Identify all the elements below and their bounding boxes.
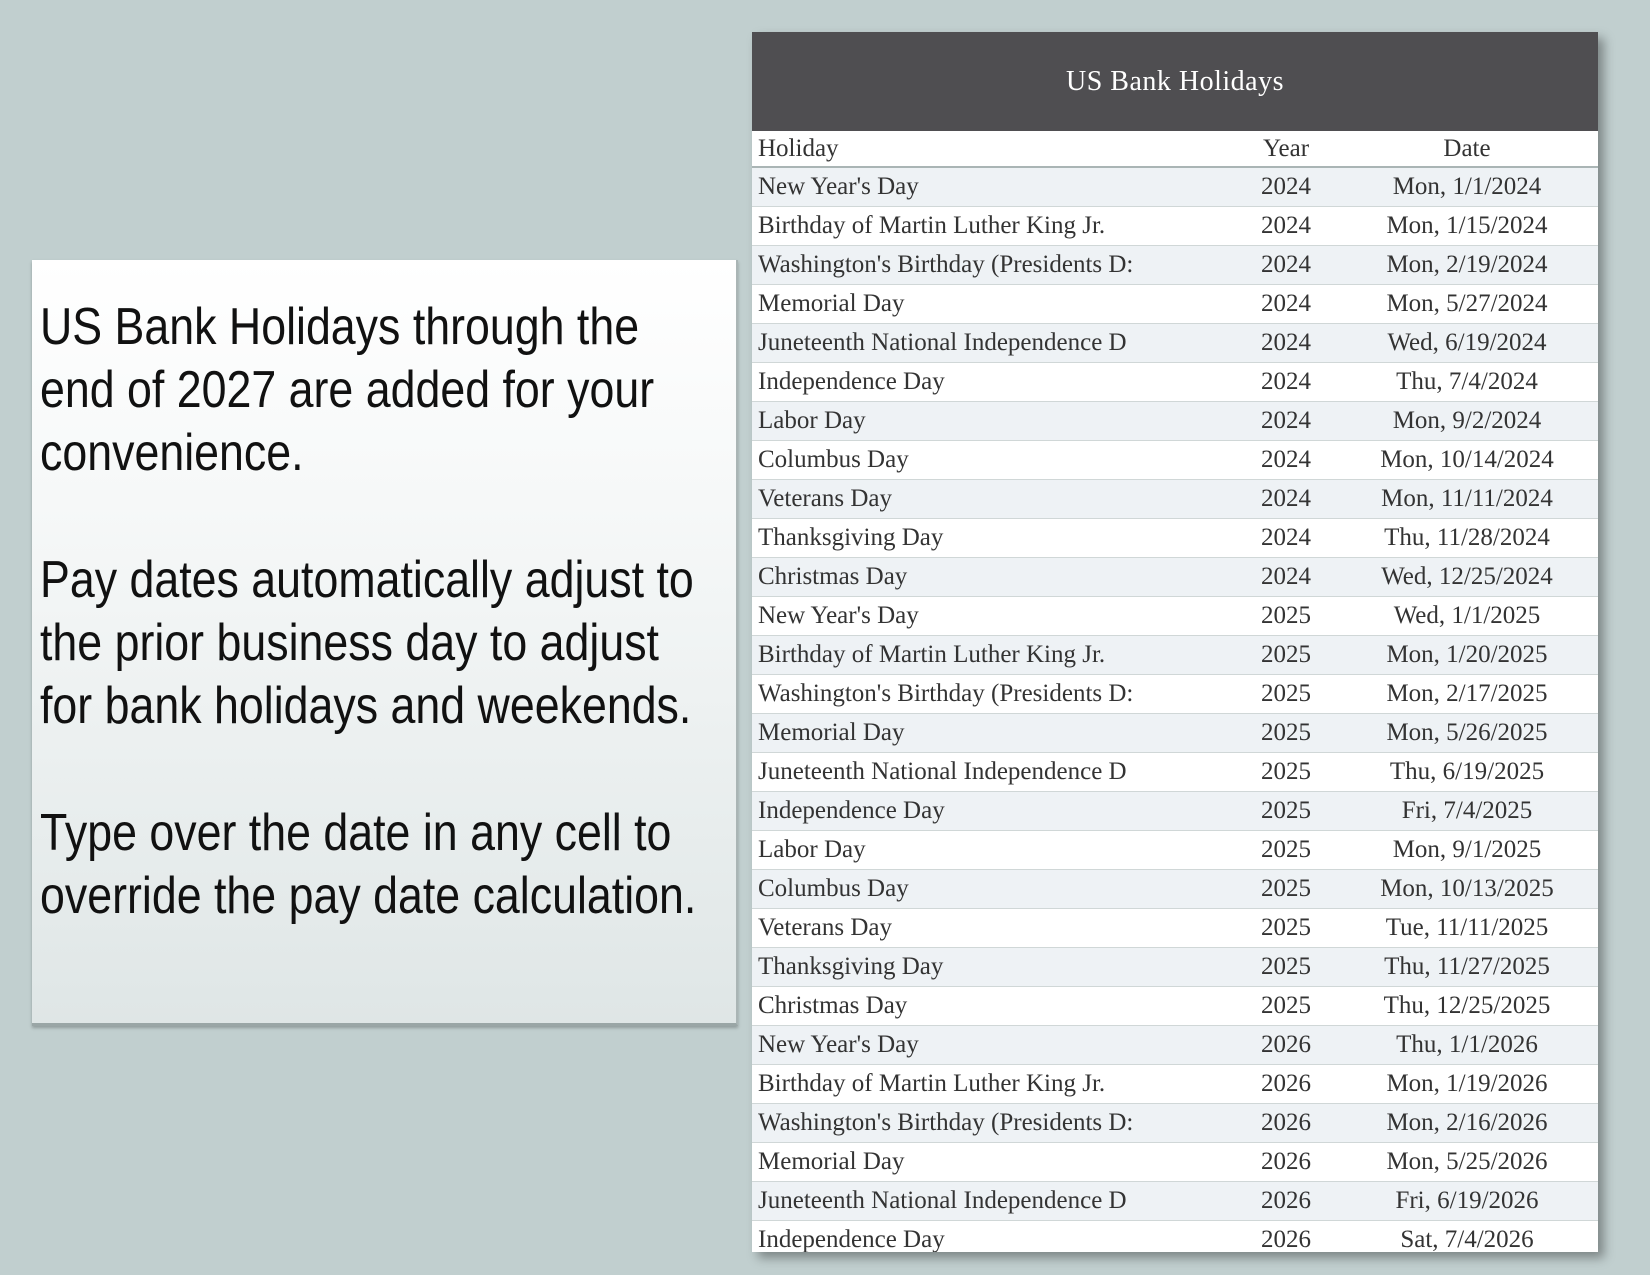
cell-holiday[interactable]: Veterans Day <box>758 914 892 941</box>
table-row <box>752 1182 1598 1221</box>
cell-date[interactable]: Mon, 1/19/2026 <box>1386 1070 1548 1097</box>
cell-year[interactable]: 2025 <box>1261 914 1311 941</box>
table-row <box>752 909 1598 948</box>
cell-holiday[interactable]: Christmas Day <box>758 992 908 1019</box>
table-row <box>752 1221 1598 1252</box>
cell-year[interactable]: 2024 <box>1261 563 1311 590</box>
cell-year[interactable]: 2024 <box>1261 329 1311 356</box>
table-header-row <box>752 131 1598 168</box>
cell-year[interactable]: 2026 <box>1261 1148 1311 1175</box>
cell-holiday[interactable]: Juneteenth National Independence D <box>758 329 1127 356</box>
cell-date[interactable]: Mon, 9/1/2025 <box>1392 836 1542 863</box>
column-header-date: Date <box>1443 134 1491 162</box>
cell-date[interactable]: Mon, 2/19/2024 <box>1386 251 1548 278</box>
cell-year[interactable]: 2026 <box>1261 1109 1311 1136</box>
cell-holiday[interactable]: Labor Day <box>758 407 866 434</box>
cell-date[interactable]: Fri, 6/19/2026 <box>1395 1187 1539 1214</box>
cell-holiday[interactable]: Memorial Day <box>758 290 905 317</box>
cell-date[interactable]: Mon, 2/17/2025 <box>1386 680 1548 707</box>
table-row <box>752 870 1598 909</box>
cell-holiday[interactable]: Columbus Day <box>758 446 909 473</box>
table-row <box>752 402 1598 441</box>
cell-year[interactable]: 2024 <box>1261 173 1311 200</box>
cell-year[interactable]: 2025 <box>1261 602 1311 629</box>
cell-date[interactable]: Mon, 10/14/2024 <box>1380 446 1554 473</box>
cell-year[interactable]: 2024 <box>1261 251 1311 278</box>
cell-holiday[interactable]: New Year's Day <box>758 1031 919 1058</box>
cell-year[interactable]: 2024 <box>1261 446 1311 473</box>
cell-holiday[interactable]: Birthday of Martin Luther King Jr. <box>758 212 1106 239</box>
cell-holiday[interactable]: Veterans Day <box>758 485 892 512</box>
cell-holiday[interactable]: New Year's Day <box>758 173 919 200</box>
cell-year[interactable]: 2026 <box>1261 1070 1311 1097</box>
cell-holiday[interactable]: New Year's Day <box>758 602 919 629</box>
column-header-holiday: Holiday <box>758 134 839 162</box>
cell-date[interactable]: Mon, 10/13/2025 <box>1380 875 1554 902</box>
table-row <box>752 714 1598 753</box>
cell-year[interactable]: 2026 <box>1261 1226 1311 1252</box>
cell-date[interactable]: Thu, 6/19/2025 <box>1389 758 1545 785</box>
cell-date[interactable]: Mon, 5/26/2025 <box>1386 719 1548 746</box>
info-paragraph-paydates: Pay dates automatically adjust to the prior business day to adjust for bank holidays and weekends. <box>40 551 694 735</box>
cell-holiday[interactable]: Juneteenth National Independence D <box>758 1187 1127 1214</box>
cell-year[interactable]: 2026 <box>1261 1187 1311 1214</box>
cell-holiday[interactable]: Thanksgiving Day <box>758 524 944 551</box>
cell-date[interactable]: Thu, 7/4/2024 <box>1396 368 1538 395</box>
table-row <box>752 1143 1598 1182</box>
cell-date[interactable]: Wed, 6/19/2024 <box>1387 329 1547 356</box>
cell-holiday[interactable]: Independence Day <box>758 797 945 824</box>
cell-holiday[interactable]: Christmas Day <box>758 563 908 590</box>
cell-year[interactable]: 2024 <box>1261 368 1311 395</box>
cell-date[interactable]: Mon, 11/11/2024 <box>1381 485 1553 512</box>
cell-holiday[interactable]: Thanksgiving Day <box>758 953 944 980</box>
cell-year[interactable]: 2025 <box>1261 836 1311 863</box>
table-row <box>752 441 1598 480</box>
table-body <box>752 168 1598 1252</box>
table-row <box>752 597 1598 636</box>
cell-year[interactable]: 2026 <box>1261 1031 1311 1058</box>
cell-date[interactable]: Wed, 1/1/2025 <box>1393 602 1541 629</box>
table-row <box>752 948 1598 987</box>
info-panel <box>32 260 738 1026</box>
cell-year[interactable]: 2025 <box>1261 680 1311 707</box>
cell-date[interactable]: Thu, 12/25/2025 <box>1383 992 1551 1019</box>
table-row <box>752 168 1598 207</box>
cell-holiday[interactable]: Washington's Birthday (Presidents D: <box>758 1109 1134 1136</box>
cell-date[interactable]: Mon, 1/15/2024 <box>1386 212 1548 239</box>
info-paragraph-holidays: US Bank Holidays through the end of 2027 are added for your convenience. <box>40 298 655 482</box>
cell-year[interactable]: 2024 <box>1261 407 1311 434</box>
table-row <box>752 324 1598 363</box>
cell-holiday[interactable]: Birthday of Martin Luther King Jr. <box>758 641 1106 668</box>
cell-holiday[interactable]: Columbus Day <box>758 875 909 902</box>
cell-holiday[interactable]: Washington's Birthday (Presidents D: <box>758 680 1134 707</box>
cell-year[interactable]: 2025 <box>1261 992 1311 1019</box>
cell-holiday[interactable]: Juneteenth National Independence D <box>758 758 1127 785</box>
table-row <box>752 675 1598 714</box>
cell-holiday[interactable]: Washington's Birthday (Presidents D: <box>758 251 1134 278</box>
table-row <box>752 207 1598 246</box>
cell-date[interactable]: Wed, 12/25/2024 <box>1381 563 1553 590</box>
table-row <box>752 1065 1598 1104</box>
cell-date[interactable]: Mon, 5/25/2026 <box>1386 1148 1548 1175</box>
cell-year[interactable]: 2024 <box>1261 290 1311 317</box>
cell-date[interactable]: Tue, 11/11/2025 <box>1385 914 1549 941</box>
table-row <box>752 753 1598 792</box>
table-row <box>752 792 1598 831</box>
table-row <box>752 480 1598 519</box>
cell-holiday[interactable]: Memorial Day <box>758 1148 905 1175</box>
cell-year[interactable]: 2025 <box>1261 953 1311 980</box>
info-paragraph-override: Type over the date in any cell to override the pay date calculation. <box>40 804 697 925</box>
holidays-sheet <box>752 32 1598 1252</box>
cell-date[interactable]: Thu, 11/28/2024 <box>1384 524 1550 551</box>
cell-year[interactable]: 2025 <box>1261 719 1311 746</box>
table-row <box>752 1026 1598 1065</box>
table-row <box>752 285 1598 324</box>
cell-year[interactable]: 2024 <box>1261 524 1311 551</box>
table-row <box>752 831 1598 870</box>
table-row <box>752 1104 1598 1143</box>
cell-year[interactable]: 2025 <box>1261 797 1311 824</box>
table-row <box>752 636 1598 675</box>
cell-date[interactable]: Mon, 1/20/2025 <box>1386 641 1548 668</box>
cell-date[interactable]: Mon, 9/2/2024 <box>1392 407 1542 434</box>
cell-date[interactable]: Thu, 1/1/2026 <box>1396 1031 1538 1058</box>
cell-holiday[interactable]: Labor Day <box>758 836 866 863</box>
cell-year[interactable]: 2025 <box>1261 875 1311 902</box>
column-header-year: Year <box>1262 134 1310 162</box>
cell-holiday[interactable]: Memorial Day <box>758 719 905 746</box>
cell-year[interactable]: 2024 <box>1261 485 1311 512</box>
sheet-title: US Bank Holidays <box>752 32 1598 131</box>
table-row <box>752 558 1598 597</box>
cell-date[interactable]: Mon, 1/1/2024 <box>1392 173 1542 200</box>
cell-year[interactable]: 2025 <box>1261 641 1311 668</box>
cell-date[interactable]: Fri, 7/4/2025 <box>1401 797 1533 824</box>
table-row <box>752 246 1598 285</box>
cell-holiday[interactable]: Birthday of Martin Luther King Jr. <box>758 1070 1106 1097</box>
table-row <box>752 987 1598 1026</box>
cell-holiday[interactable]: Independence Day <box>758 1226 945 1252</box>
table-row <box>752 363 1598 402</box>
cell-date[interactable]: Mon, 5/27/2024 <box>1386 290 1548 317</box>
cell-date[interactable]: Mon, 2/16/2026 <box>1386 1109 1548 1136</box>
cell-year[interactable]: 2025 <box>1261 758 1311 785</box>
cell-holiday[interactable]: Independence Day <box>758 368 945 395</box>
cell-date[interactable]: Thu, 11/27/2025 <box>1384 953 1550 980</box>
table-row <box>752 519 1598 558</box>
cell-year[interactable]: 2024 <box>1261 212 1311 239</box>
cell-date[interactable]: Sat, 7/4/2026 <box>1400 1226 1534 1252</box>
